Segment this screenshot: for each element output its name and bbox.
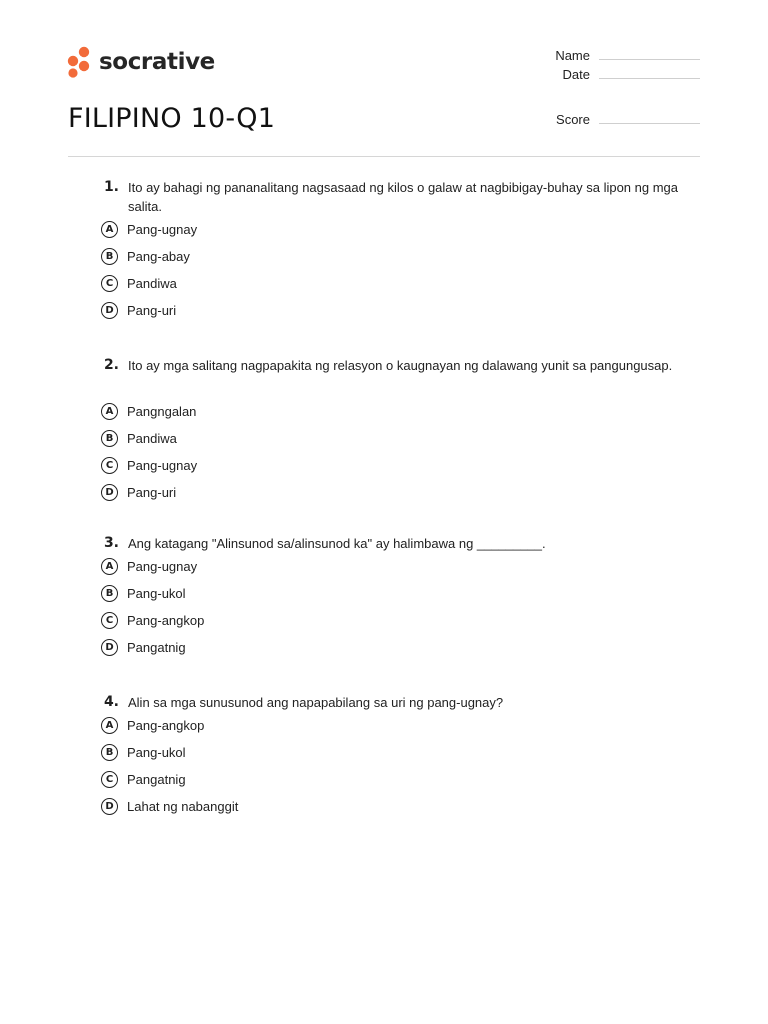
question-text: Alin sa mga sunusunod ang napapabilang sa uri ng pang-ugnay? [128,695,504,710]
question-3 [100,534,700,661]
option-a[interactable] [100,712,700,739]
option-c[interactable] [100,270,700,297]
option-text: Lahat ng nabanggit [127,799,239,814]
option-text: Pang-ugnay [127,559,198,574]
option-c[interactable] [100,452,700,479]
option-text: Pangatnig [127,772,186,787]
date-blank-line [599,77,700,79]
score-label: Score [556,112,590,127]
brand-name: socrative [99,49,215,75]
answer-options [100,712,700,820]
option-text: Pang-angkop [127,613,205,628]
page-title: FILIPINO 10-Q1 [68,103,276,134]
option-letter-circle: A [101,558,118,575]
option-text: Pang-ukol [127,745,186,760]
score-field [556,112,700,127]
option-text: Pang-abay [127,249,190,264]
option-letter-circle: B [101,744,118,761]
name-blank-line [599,58,700,60]
option-d[interactable] [100,297,700,324]
option-b[interactable] [100,243,700,270]
option-text: Pandiwa [127,431,177,446]
option-a[interactable] [100,216,700,243]
question-1 [100,178,700,324]
option-letter-circle: D [101,302,118,319]
question-text: Ang katagang "Alinsunod sa/alinsunod ka" ay halimbawa ng _________. [128,536,546,551]
option-letter-circle: A [101,717,118,734]
option-letter-circle: D [101,798,118,815]
socrative-logo [67,45,215,79]
question-4 [100,693,700,820]
name-label: Name [555,48,590,63]
option-letter-circle: A [101,221,118,238]
option-b[interactable] [100,425,700,452]
option-text: Pang-uri [127,303,177,318]
question-number: 1. [103,179,119,195]
option-letter-circle: D [101,639,118,656]
question-number: 3. [103,535,119,551]
socrative-logo-icon [67,46,91,78]
option-text: Pangatnig [127,640,186,655]
option-text: Pang-uri [127,485,177,500]
answer-options [100,216,700,324]
option-text: Pangngalan [127,404,197,419]
option-text: Pandiwa [127,276,177,291]
question-number: 4. [103,694,119,710]
answer-options [100,398,700,506]
option-letter-circle: B [101,248,118,265]
option-b[interactable] [100,739,700,766]
option-d[interactable] [100,793,700,820]
option-d[interactable] [100,479,700,506]
name-field [555,48,700,63]
option-a[interactable] [100,553,700,580]
option-letter-circle: C [101,275,118,292]
option-letter-circle: B [101,430,118,447]
option-c[interactable] [100,607,700,634]
option-d[interactable] [100,634,700,661]
option-text: Pang-ukol [127,586,186,601]
option-letter-circle: B [101,585,118,602]
date-label: Date [562,67,590,82]
question-text: Ito ay mga salitang nagpapakita ng relasyon o kaugnayan ng dalawang yunit sa pangungusap. [128,358,673,373]
option-a[interactable] [100,398,700,425]
question-number: 2. [103,357,119,373]
option-letter-circle: C [101,771,118,788]
option-letter-circle: A [101,403,118,420]
option-letter-circle: C [101,457,118,474]
score-blank-line [599,122,700,124]
date-field [563,67,700,82]
option-letter-circle: C [101,612,118,629]
option-text: Pang-ugnay [127,222,198,237]
option-letter-circle: D [101,484,118,501]
option-text: Pang-angkop [127,718,205,733]
question-text: Ito ay bahagi ng pananalitang nagsasaad ng kilos o galaw at nagbibigay-buhay sa lipon ng mga salita. [128,180,679,214]
option-c[interactable] [100,766,700,793]
header-divider [68,156,700,157]
option-b[interactable] [100,580,700,607]
answer-options [100,553,700,661]
question-2 [100,356,700,506]
option-text: Pang-ugnay [127,458,198,473]
